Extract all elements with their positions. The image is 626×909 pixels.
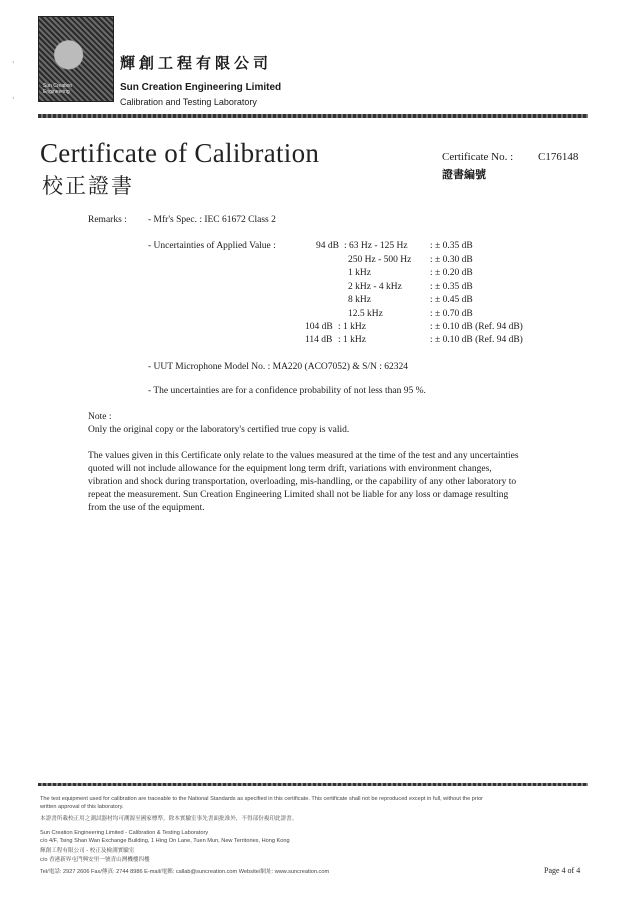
row-frequency: : 63 Hz - 125 Hz [344, 241, 408, 251]
footer-line: 本證書所載校正用之測試器材均可溯源至國家標準。除本實驗室事先書面批准外，不得部份複印此證書。 [40, 816, 298, 822]
footer-contact: Tel/電話: 2927 2606 Fax/傳真: 2744 8986 E-mail/電郵: callab@suncreation.com Website/網址: www.suncreation.com [40, 869, 330, 875]
company-subtitle: Calibration and Testing Laboratory [120, 97, 257, 107]
certificate-number-label: Certificate No. : [442, 151, 514, 163]
certificate-title-english: Certificate of Calibration [40, 138, 320, 168]
note-validity: Only the original copy or the laboratory's certified true copy is valid. [88, 425, 350, 435]
note-line: repeat the measurement. Sun Creation Engineering Limited shall not be liable for any loss or damage resulting [88, 490, 509, 500]
uut-model: - UUT Microphone Model No. : MA220 (ACO7052) & S/N : 62324 [148, 362, 409, 372]
row-value: : ± 0.30 dB [430, 255, 473, 265]
row-frequency: 1 kHz [348, 268, 371, 278]
uncertainty-label: - Uncertainties of Applied Value : [148, 241, 276, 251]
note-label: Note : [88, 412, 112, 422]
note-line: quoted will not include allowance for the equipment long term drift, variations with environment changes, [88, 464, 492, 474]
footer-line: Sun Creation Engineering Limited - Calibration & Testing Laboratory [40, 830, 209, 836]
header-divider [38, 114, 588, 118]
row-value: : ± 0.10 dB (Ref. 94 dB) [430, 322, 523, 332]
note-line: The values given in this Certificate only relate to the values measured at the time of the test and any uncertainties [88, 451, 519, 461]
remarks-label: Remarks : [88, 215, 127, 225]
margin-mark: · [12, 58, 15, 67]
row-frequency: 12.5 kHz [348, 309, 383, 319]
mfr-spec: - Mfr's Spec. : IEC 61672 Class 2 [148, 215, 276, 225]
note-line: vibration and shock during transportation, overloading, mis-handling, or the capability of any other laboratory to [88, 477, 517, 487]
page-number: Page 4 of 4 [544, 866, 581, 875]
row-frequency: 8 kHz [348, 295, 371, 305]
row-value: : ± 0.35 dB [430, 282, 473, 292]
company-name-chinese: 輝創工程有限公司 [120, 54, 273, 72]
margin-mark: · [12, 94, 15, 103]
company-logo [38, 16, 114, 102]
row-value: : ± 0.10 dB (Ref. 94 dB) [430, 335, 523, 345]
footer-line: 輝創工程有限公司 - 校正及檢測實驗室 [40, 848, 135, 854]
footer-line: c/o 香港新界屯門興安里一號青山灣機樓四樓 [40, 857, 150, 863]
row-value: : ± 0.35 dB [430, 241, 473, 251]
row-frequency: : 1 kHz [338, 335, 366, 345]
footer-line: written approval of this laboratory. [40, 804, 124, 810]
footer-line: c/o 4/F, Tsing Shan Wan Exchange Building, 1 Hing On Lane, Tuen Mun, New Territories, Hong Kong [40, 838, 290, 844]
row-level: 114 dB [305, 335, 333, 345]
row-frequency: : 1 kHz [338, 322, 366, 332]
row-value: : ± 0.70 dB [430, 309, 473, 319]
row-level: 104 dB [305, 322, 333, 332]
row-frequency: 250 Hz - 500 Hz [348, 255, 412, 265]
certificate-title-chinese: 校正證書 [42, 174, 134, 198]
note-line: from the use of the equipment. [88, 503, 205, 513]
logo-text: Sun Creation Engineering [43, 83, 73, 95]
row-frequency: 2 kHz - 4 kHz [348, 282, 402, 292]
certificate-number-value: C176148 [538, 151, 579, 163]
row-level: 94 dB [316, 241, 339, 251]
certificate-number-label-chinese: 證書編號 [442, 168, 486, 181]
footer-divider [38, 783, 588, 786]
footer-line: The test equipment used for calibration are traceable to the National Standards as specified in this certificate. This certificate shall not be reproduced except in full, without the prior [40, 796, 483, 802]
row-value: : ± 0.20 dB [430, 268, 473, 278]
company-name-english: Sun Creation Engineering Limited [120, 82, 282, 93]
row-value: : ± 0.45 dB [430, 295, 473, 305]
confidence-statement: - The uncertainties are for a confidence probability of not less than 95 %. [148, 386, 426, 396]
